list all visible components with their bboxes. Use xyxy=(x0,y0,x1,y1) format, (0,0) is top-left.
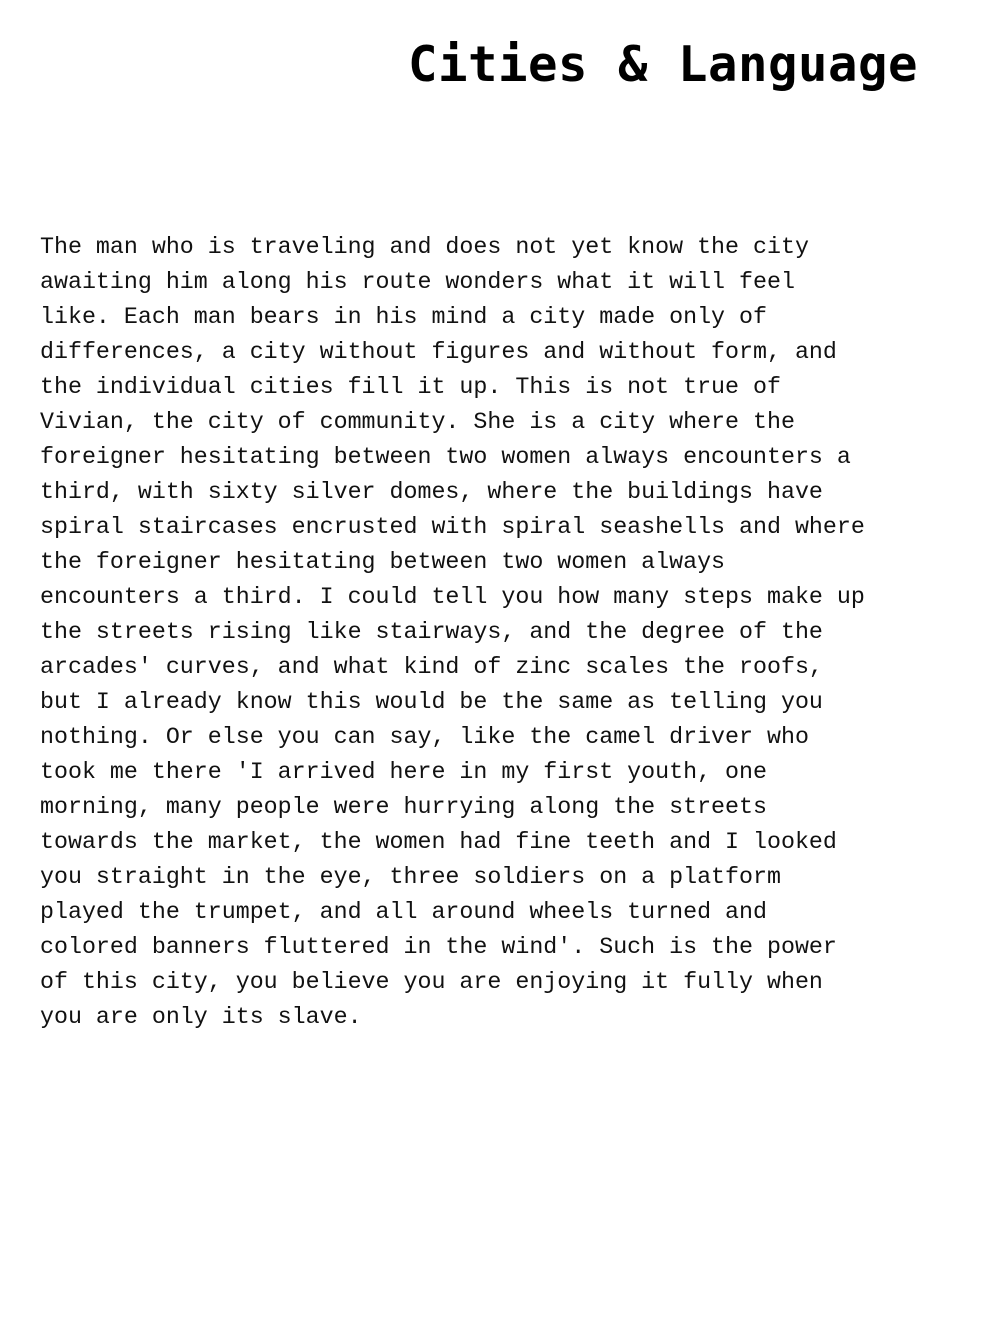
text-line: encounters a third. I could tell you how many steps make up xyxy=(40,584,865,610)
text-line: colored banners fluttered in the wind'. Such is the power xyxy=(40,934,837,960)
text-line: you are only its slave. xyxy=(40,1004,362,1030)
text-line: of this city, you believe you are enjoying it fully when xyxy=(40,969,823,995)
text-line: you straight in the eye, three soldiers on a platform xyxy=(40,864,781,890)
text-line: the individual cities fill it up. This is not true of xyxy=(40,374,781,400)
text-line: but I already know this would be the same as telling you xyxy=(40,689,823,715)
text-line: morning, many people were hurrying along the streets xyxy=(40,794,767,820)
text-line: nothing. Or else you can say, like the camel driver who xyxy=(40,724,809,750)
text-line: awaiting him along his route wonders what it will feel xyxy=(40,269,795,295)
text-line: like. Each man bears in his mind a city made only of xyxy=(40,304,767,330)
text-line: differences, a city without figures and without form, and xyxy=(40,339,837,365)
text-line: The man who is traveling and does not yet know the city xyxy=(40,234,809,260)
body-paragraph xyxy=(40,230,920,1035)
page-title: Cities & Language xyxy=(407,36,918,93)
text-line: arcades' curves, and what kind of zinc scales the roofs, xyxy=(40,654,823,680)
text-line: third, with sixty silver domes, where the buildings have xyxy=(40,479,823,505)
text-line: spiral staircases encrusted with spiral seashells and where xyxy=(40,514,865,540)
text-line: took me there 'I arrived here in my first youth, one xyxy=(40,759,767,785)
text-line: played the trumpet, and all around wheels turned and xyxy=(40,899,767,925)
text-line: the foreigner hesitating between two women always xyxy=(40,549,726,575)
text-line: the streets rising like stairways, and the degree of the xyxy=(40,619,823,645)
text-line: towards the market, the women had fine teeth and I looked xyxy=(40,829,837,855)
text-line: Vivian, the city of community. She is a city where the xyxy=(40,409,795,435)
text-line: foreigner hesitating between two women always encounters a xyxy=(40,444,851,470)
